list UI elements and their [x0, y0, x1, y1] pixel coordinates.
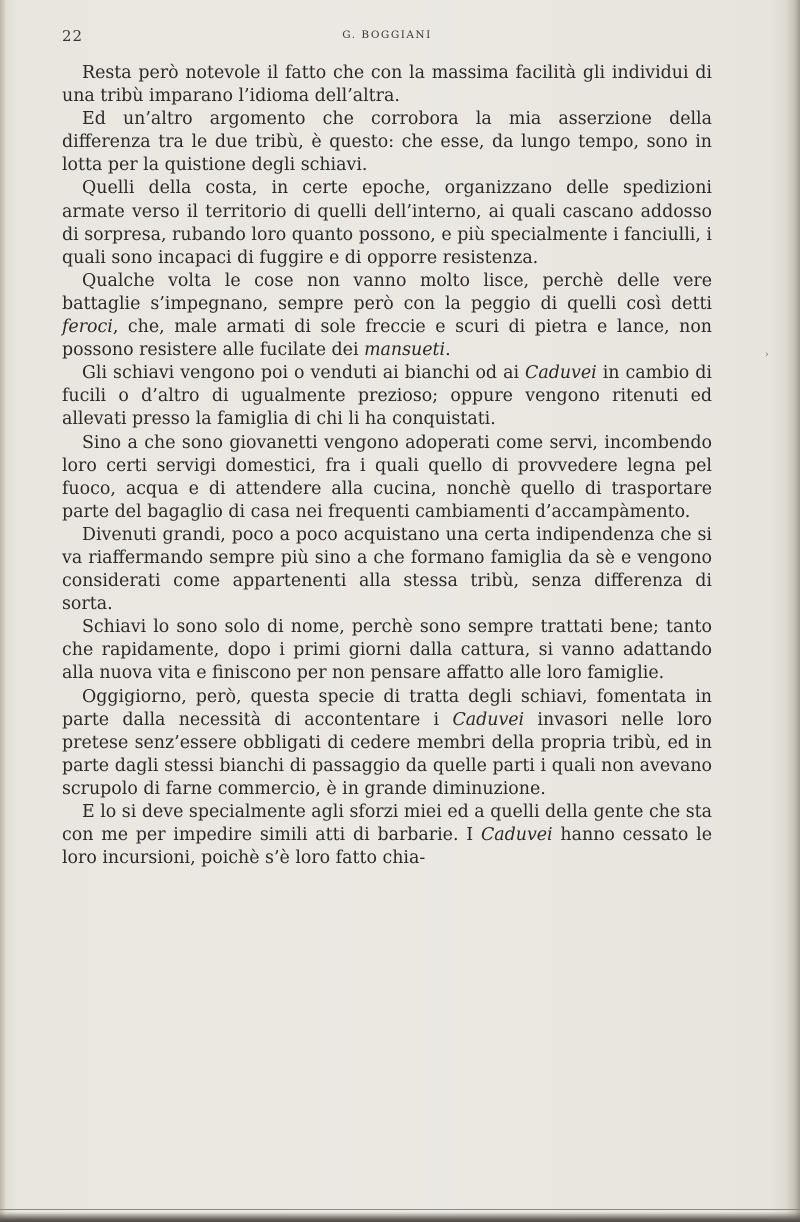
text-segment: E lo si deve specialmente agli sforzi miei ed a quelli della gente che sta con me per impedire simili atti di barbarie. I: [62, 802, 712, 846]
running-head: G. BOGGIANI: [342, 29, 432, 41]
text-segment: Sino a che sono giovanetti vengono adoperati come servi, incombendo loro certi servigi domestici, fra i quali quello di provvedere legna pel fuoco, acqua e di attendere alla cucina, nonchè quello di trasportare parte del bagaglio di casa nei frequenti cambiamenti d’accampàmento.: [62, 432, 712, 522]
text-segment: Gli schiavi vengono poi o venduti ai bianchi od ai: [82, 363, 526, 384]
margin-mark: ›: [765, 350, 769, 360]
body-text: [62, 62, 712, 870]
italic-term: Caduvei: [480, 825, 553, 846]
text-segment: Qualche volta le cose non vanno molto lisce, perchè delle vere battaglie s’impegnano, sempre però con la peggio di quelli così detti: [62, 270, 712, 314]
page-left-edge-shadow: [0, 0, 6, 1222]
text-segment: Resta però notevole il fatto che con la massima facilità gli individui di una tribù imparano l’idioma dell’altra.: [62, 63, 712, 107]
paragraph: [62, 686, 712, 801]
text-segment: hanno cessato le loro incursioni, poichè s’è loro fatto chia-: [62, 825, 712, 869]
italic-term: Caduvei: [452, 709, 525, 730]
paragraph: [62, 616, 712, 685]
page-bottom-rule: [0, 1209, 800, 1210]
paragraph: [62, 62, 712, 108]
text-segment: Oggigiorno, però, questa specie di tratta degli schiavi, fomentata in parte dalla necessità di accontentare i: [62, 686, 712, 730]
page-right-edge-shadow: [786, 0, 800, 1222]
paragraph: [62, 177, 712, 269]
paragraph: [62, 801, 712, 870]
italic-term: Caduvei: [525, 363, 597, 384]
text-segment: Divenuti grandi, poco a poco acquistano una certa indipendenza che si va riaffermando sempre più sino a che formano famiglia da sè e vengono considerati come appartenenti alla stessa tribù, senza differenza di sorta.: [62, 524, 712, 615]
page-header: [62, 27, 712, 47]
italic-term: feroci: [62, 317, 113, 338]
text-segment: in cambio di fucili o d’altro di ugualmente prezioso; oppure vengono ritenuti ed allevati presso la famiglia di chi li ha conquistati.: [62, 363, 712, 430]
text-segment: Quelli della costa, in certe epoche, organizzano delle spedizioni armate verso il territorio di quelli dell’interno, ai quali cascano addosso di sorpresa, rubando loro quanto possono, e più specialmente i fanciulli, i quali sono incapaci di fuggire e di opporre resistenza.: [62, 178, 712, 268]
page-number: 22: [62, 27, 84, 45]
page-bottom-edge: [0, 1212, 800, 1222]
text-segment: , che, male armati di sole freccie e scuri di pietra e lance, non possono resistere alle fucilate dei: [62, 317, 712, 361]
paragraph: [62, 524, 712, 616]
text-segment: Schiavi lo sono solo di nome, perchè sono sempre trattati bene; tanto che rapidamente, dopo i primi giorni dalla cattura, si vanno adattando alla nuova vita e finiscono per non pensare affatto alle loro famiglie.: [62, 617, 712, 684]
text-segment: invasori nelle loro pretese senz’essere obbligati di cedere membri della propria tribù, ed in parte dagli stessi bianchi di passaggio da quelle parti i quali non avevano scrupolo di farne commercio, è in grande diminuzione.: [62, 709, 712, 799]
paragraph: [62, 108, 712, 177]
paragraph: [62, 270, 712, 362]
paragraph: [62, 362, 712, 431]
text-segment: .: [445, 340, 451, 361]
text-segment: Ed un’altro argomento che corrobora la mia asserzione della differenza tra le due tribù, è questo: che esse, da lungo tempo, sono in lotta per la quistione degli schiavi.: [62, 109, 712, 176]
italic-term: mansueti: [364, 340, 446, 361]
paragraph: [62, 432, 712, 524]
